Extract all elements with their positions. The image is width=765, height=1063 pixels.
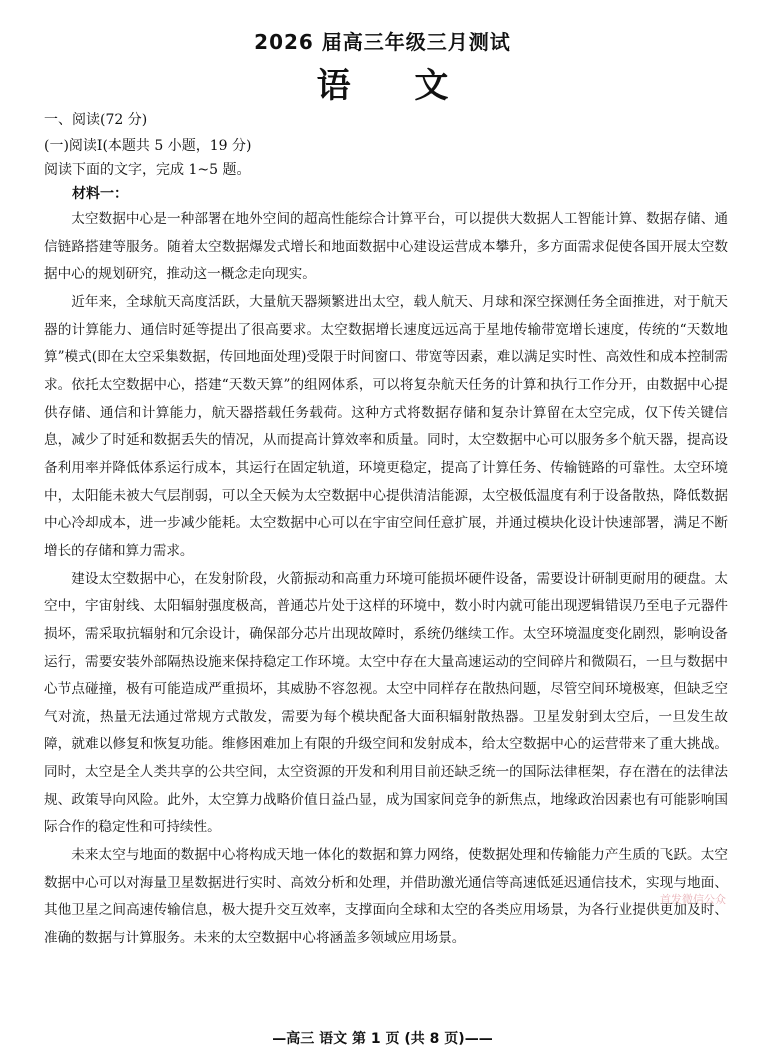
paragraph: 太空数据中心是一种部署在地外空间的超高性能综合计算平台，可以提供大数据人工智能计算、数据存储、通信链路搭建等服务。随着太空数据爆发式增长和地面数据中心建设运营成本攀升，多方面需求促使各国开展太空数据中心的规划研究，推动这一概念走向现实。 bbox=[44, 211, 728, 283]
material-label: 材料一： bbox=[72, 186, 128, 202]
reading-instruction: 阅读下面的文字，完成 1~5 题。 bbox=[44, 162, 251, 178]
paragraph: 未来太空与地面的数据中心将构成天地一体化的数据和算力网络，使数据处理和传输能力产生质的飞跃。太空数据中心可以对海量卫星数据进行实时、高效分析和处理，并借助激光通信等高速低延迟通信技术，实现与地面、其他卫星之间高速传输信息，极大提升交互效率，支撑面向全球和太空的各类应用场景，为各行业提供更加及时、准确的数据与计算服务。未来的太空数据中心将涵盖多领域应用场景。 bbox=[44, 847, 728, 947]
subject-title: 语 文 bbox=[316, 66, 475, 106]
subpart-heading: (一)阅读Ⅰ(本题共 5 小题，19 分) bbox=[44, 138, 252, 154]
paragraph: 建设太空数据中心，在发射阶段，火箭振动和高重力环境可能损坏硬件设备，需要设计研制更耐用的硬盘。太空中，宇宙射线、太阳辐射强度极高，普通芯片处于这样的环境中，数小时内就可能出现逻辑错误乃至电子元器件损坏，需采取抗辐射和冗余设计，确保部分芯片出现故障时，系统仍继续工作。太空环境温度变化剧烈，影响设备运行，需要安装外部隔热设施来保持稳定工作环境。太空中存在大量高速运动的空间碎片和微陨石，一旦与数据中心节点碰撞，极有可能造成严重损坏，其威胁不容忽视。太空中同样存在散热问题，尽管空间环境极寒，但缺乏空气对流，热量无法通过常规方式散发，需要为每个模块配备大面积辐射散热器。卫星发射到太空后，一旦发生故障，就难以修复和恢复功能。维修困难加上有限的升级空间和发射成本，给太空数据中心的运营带来了重大挑战。同时，太空是全人类共享的公共空间，太空资源的开发和利用目前还缺乏统一的国际法律框架，存在潜在的法律法规、政策导向风险。此外，太空算力战略价值日益凸显，成为国家间竞争的新焦点，地缘政治因素也有可能影响国际合作的稳定性和可持续性。 bbox=[44, 570, 728, 836]
page-footer: —高三 语文 第 1 页 (共 8 页)—— bbox=[272, 1031, 493, 1047]
article-body bbox=[44, 206, 728, 953]
watermark: 首发微信公众 bbox=[660, 893, 726, 906]
section-part-heading: 一、阅读(72 分) bbox=[44, 112, 148, 128]
paragraph: 近年来，全球航天高度活跃，大量航天器频繁进出太空，载人航天、月球和深空探测任务全面推进，对于航天器的计算能力、通信时延等提出了很高要求。太空数据增长速度远远高于星地传输带宽增长速度，传统的“天数地算”模式(即在太空采集数据，传回地面处理)受限于时间窗口、带宽等因素，难以满足实时性、高效性和成本控制需求。依托太空数据中心，搭建“天数天算”的组网体系，可以将复杂航天任务的计算和执行工作分开，由数据中心提供存储、通信和计算能力，航天器搭载任务载荷。这种方式将数据存储和复杂计算留在太空完成，仅下传关键信息，减少了时延和数据丢失的情况，从而提高计算效率和质量。同时，太空数据中心可以服务多个航天器，提高设备利用率并降低体系运行成本，其运行在固定轨道，环境更稳定，提高了计算任务、传输链路的可靠性。太空环境中，太阳能未被大气层削弱，可以全天候为太空数据中心提供清洁能源，太空极低温度有利于设备散热，降低数据中心冷却成本，进一步减少能耗。太空数据中心可以在宇宙空间任意扩展，并通过模块化设计快速部署，满足不断增长的存储和算力需求。 bbox=[44, 293, 728, 559]
exam-title: 2026 届高三年级三月测试 bbox=[254, 30, 511, 54]
